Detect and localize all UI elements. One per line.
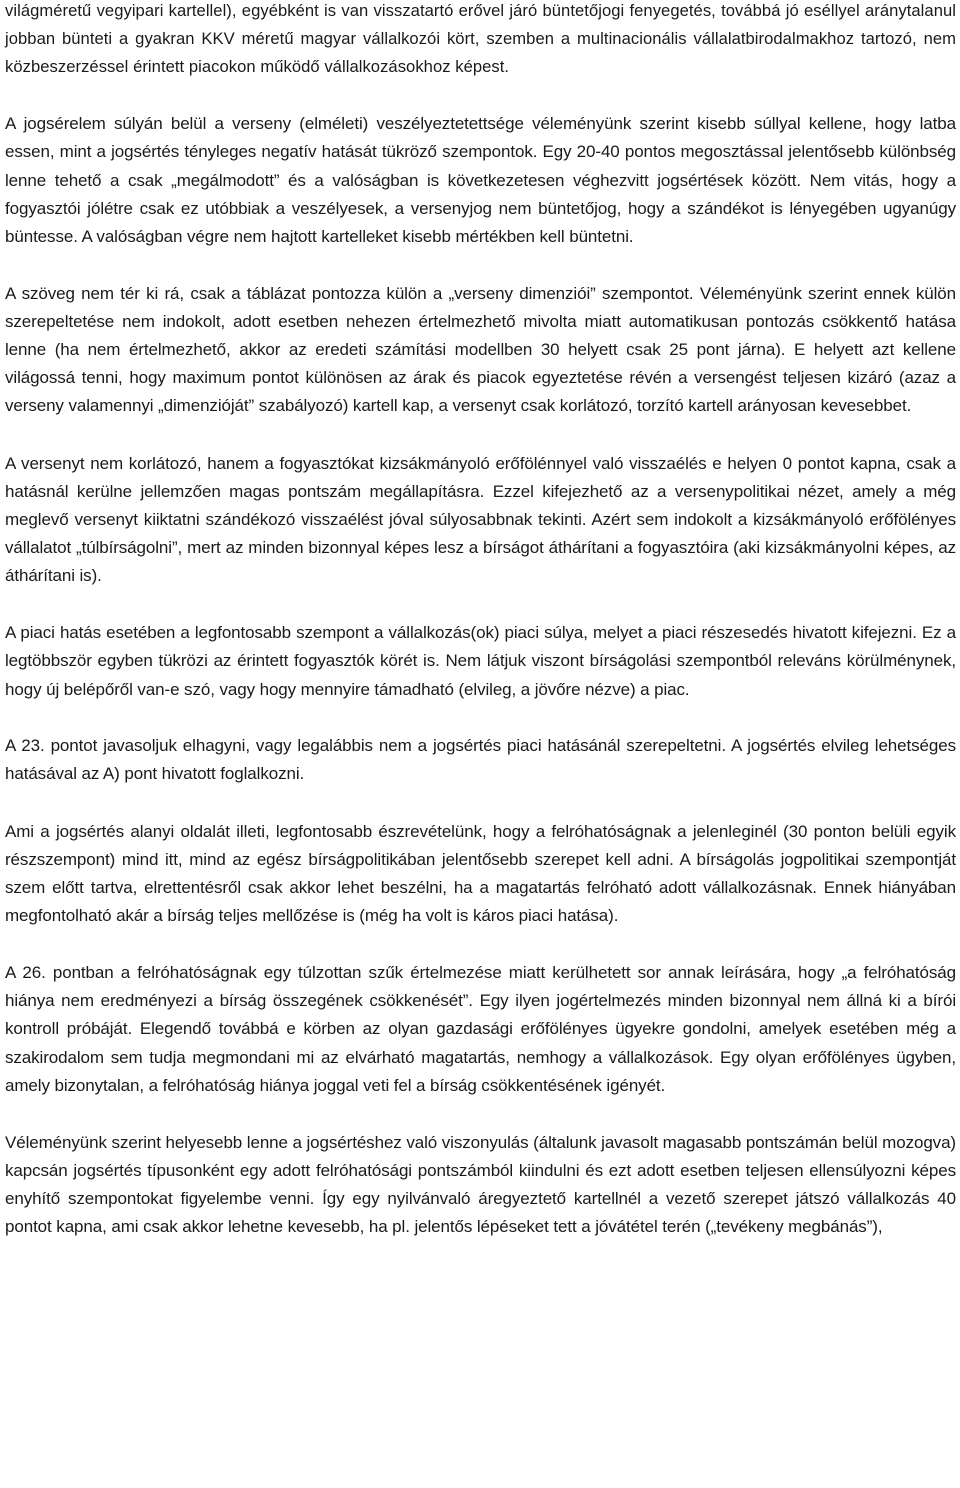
paragraph-8: A 26. pontban a felróhatóságnak egy túlzottan szűk értelmezése miatt kerülhetett sor annak leírására, hogy „a felróhatóság hiánya nem eredményezi a bírság összegének csökkenését”. Egy ilyen jogértelmezés minden bizonnyal nem állná ki a bírói kontroll próbáját. Elegendő továbbá e körben az olyan gazdasági erőfölényes ügyekre gondolni, amelyek esetében még a szakirodalom sem tudja megmondani mi az elvárható magatartás, nemhogy a vállalkozások. Egy olyan erőfölényes ügyben, amely bizonytalan, a felróhatóság hiánya joggal veti fel a bírság csökkentésének igényét. (5, 962, 956, 1095)
paragraph-1: világméretű vegyipari kartellel), egyébként is van visszatartó erővel járó büntetőjogi fenyegetés, továbbá jó eséllyel aránytalanul jobban bünteti a gyakran KKV méretű magyar vállalkozói kört, szemben a multinacionális vállalatbirodalmakhoz tartozó, nem közbeszerzéssel érintett piacokon működő vállalkozásokhoz képest. (5, 1, 956, 77)
paragraph-4: A versenyt nem korlátozó, hanem a fogyasztókat kizsákmányoló erőfölénnyel való visszaélés e helyen 0 pontot kapna, csak a hatásnál kerülne jellemzően magas pontszám megállapításra. Ezzel kifejezhető az a versenypolitikai nézet, amely a még meglevő versenyt kiiktatni szándékozó visszaélést jóval súlyosabbnak tekinti. Azért sem indokolt a kizsákmányoló erőfölényes vállalatot „túlbírságolni”, mert az minden bizonnyal képes lesz a bírságot áthárítani a fogyasztóira (aki kizsákmányolni képes, az áthárítani is). (5, 453, 956, 586)
paragraph-7: Ami a jogsértés alanyi oldalát illeti, legfontosabb észrevételünk, hogy a felróhatóságnak a jelenleginél (30 ponton belüli egyik részszempont) mind itt, mind az egész bírságpolitikában jelentősebb szerepet kell adni. A bírságolás jogpolitikai szempontját szem előtt tartva, elrettentésről csak akkor lehet beszélni, ha a magatartás felróható adott vállalkozásnak. Ennek hiányában megfontolható akár a bírság teljes mellőzése is (még ha volt is káros piaci hatása). (5, 821, 956, 926)
paragraph-6: A 23. pontot javasoljuk elhagyni, vagy legalábbis nem a jogsértés piaci hatásánál szerepeltetni. A jogsértés elvileg lehetséges hatásával az A) pont hivatott foglalkozni. (5, 736, 956, 784)
paragraph-5: A piaci hatás esetében a legfontosabb szempont a vállalkozás(ok) piaci súlya, melyet a piaci részesedés hivatott kifejezni. Ez a legtöbbször egyben tükrözi az érintett fogyasztók körét is. Nem látjuk viszont bírságolási szempontból releváns körülménynek, hogy új belépőről van-e szó, vagy hogy mennyire támadható (elvileg, a jövőre nézve) a piac. (5, 623, 956, 699)
document-page (5, 0, 956, 1241)
paragraph-2: A jogsérelem súlyán belül a verseny (elméleti) veszélyeztetettsége véleményünk szerint kisebb súllyal kellene, hogy latba essen, mint a jogsértés tényleges negatív hatását tükröző szempontok. Egy 20-40 pontos megosztással jelentősebb különbség lenne tehető a csak „megálmodott” és a valóságban is következetesen véghezvitt jogsértések között. Nem vitás, hogy a fogyasztói jólétre csak ez utóbbiak a veszélyesek, a versenyjog nem büntetőjog, hogy a szándékot is lényegében ugyanúgy büntesse. A valóságban végre nem hajtott kartelleket kisebb mértékben kell büntetni. (5, 114, 956, 246)
paragraph-3: A szöveg nem tér ki rá, csak a táblázat pontozza külön a „verseny dimenziói” szempontot. Véleményünk szerint ennek külön szerepeltetése nem indokolt, adott esetben nehezen értelmezhető mivolta miatt automatikusan pontozás csökkentő hatása lenne (ha nem értelmezhető, akkor az eredeti számítási modellben 30 helyett csak 25 pont járna). E helyett azt kellene világossá tenni, hogy maximum pontot különösen az árak és piacok egyeztetése révén a versengést teljesen kizáró (azaz a verseny valamennyi „dimenzióját” szabályozó) kartell kap, a versenyt csak korlátozó, torzító kartell arányosan kevesebbet. (5, 283, 956, 416)
paragraph-9: Véleményünk szerint helyesebb lenne a jogsértéshez való viszonyulás (általunk javasolt magasabb pontszámán belül mozogva) kapcsán jogsértés típusonként egy adott felróhatósági pontszámból kiindulni és ezt adott esetben teljesen ellensúlyozni képes enyhítő szempontokat figyelembe venni. Így egy nyilvánvaló áregyeztető kartellnél a vezető szerepet játszó vállalkozás 40 pontot kapna, ami csak akkor lehetne kevesebb, ha pl. jelentős lépéseket tett a jóvátétel terén („tevékeny megbánás”), (5, 1132, 956, 1237)
